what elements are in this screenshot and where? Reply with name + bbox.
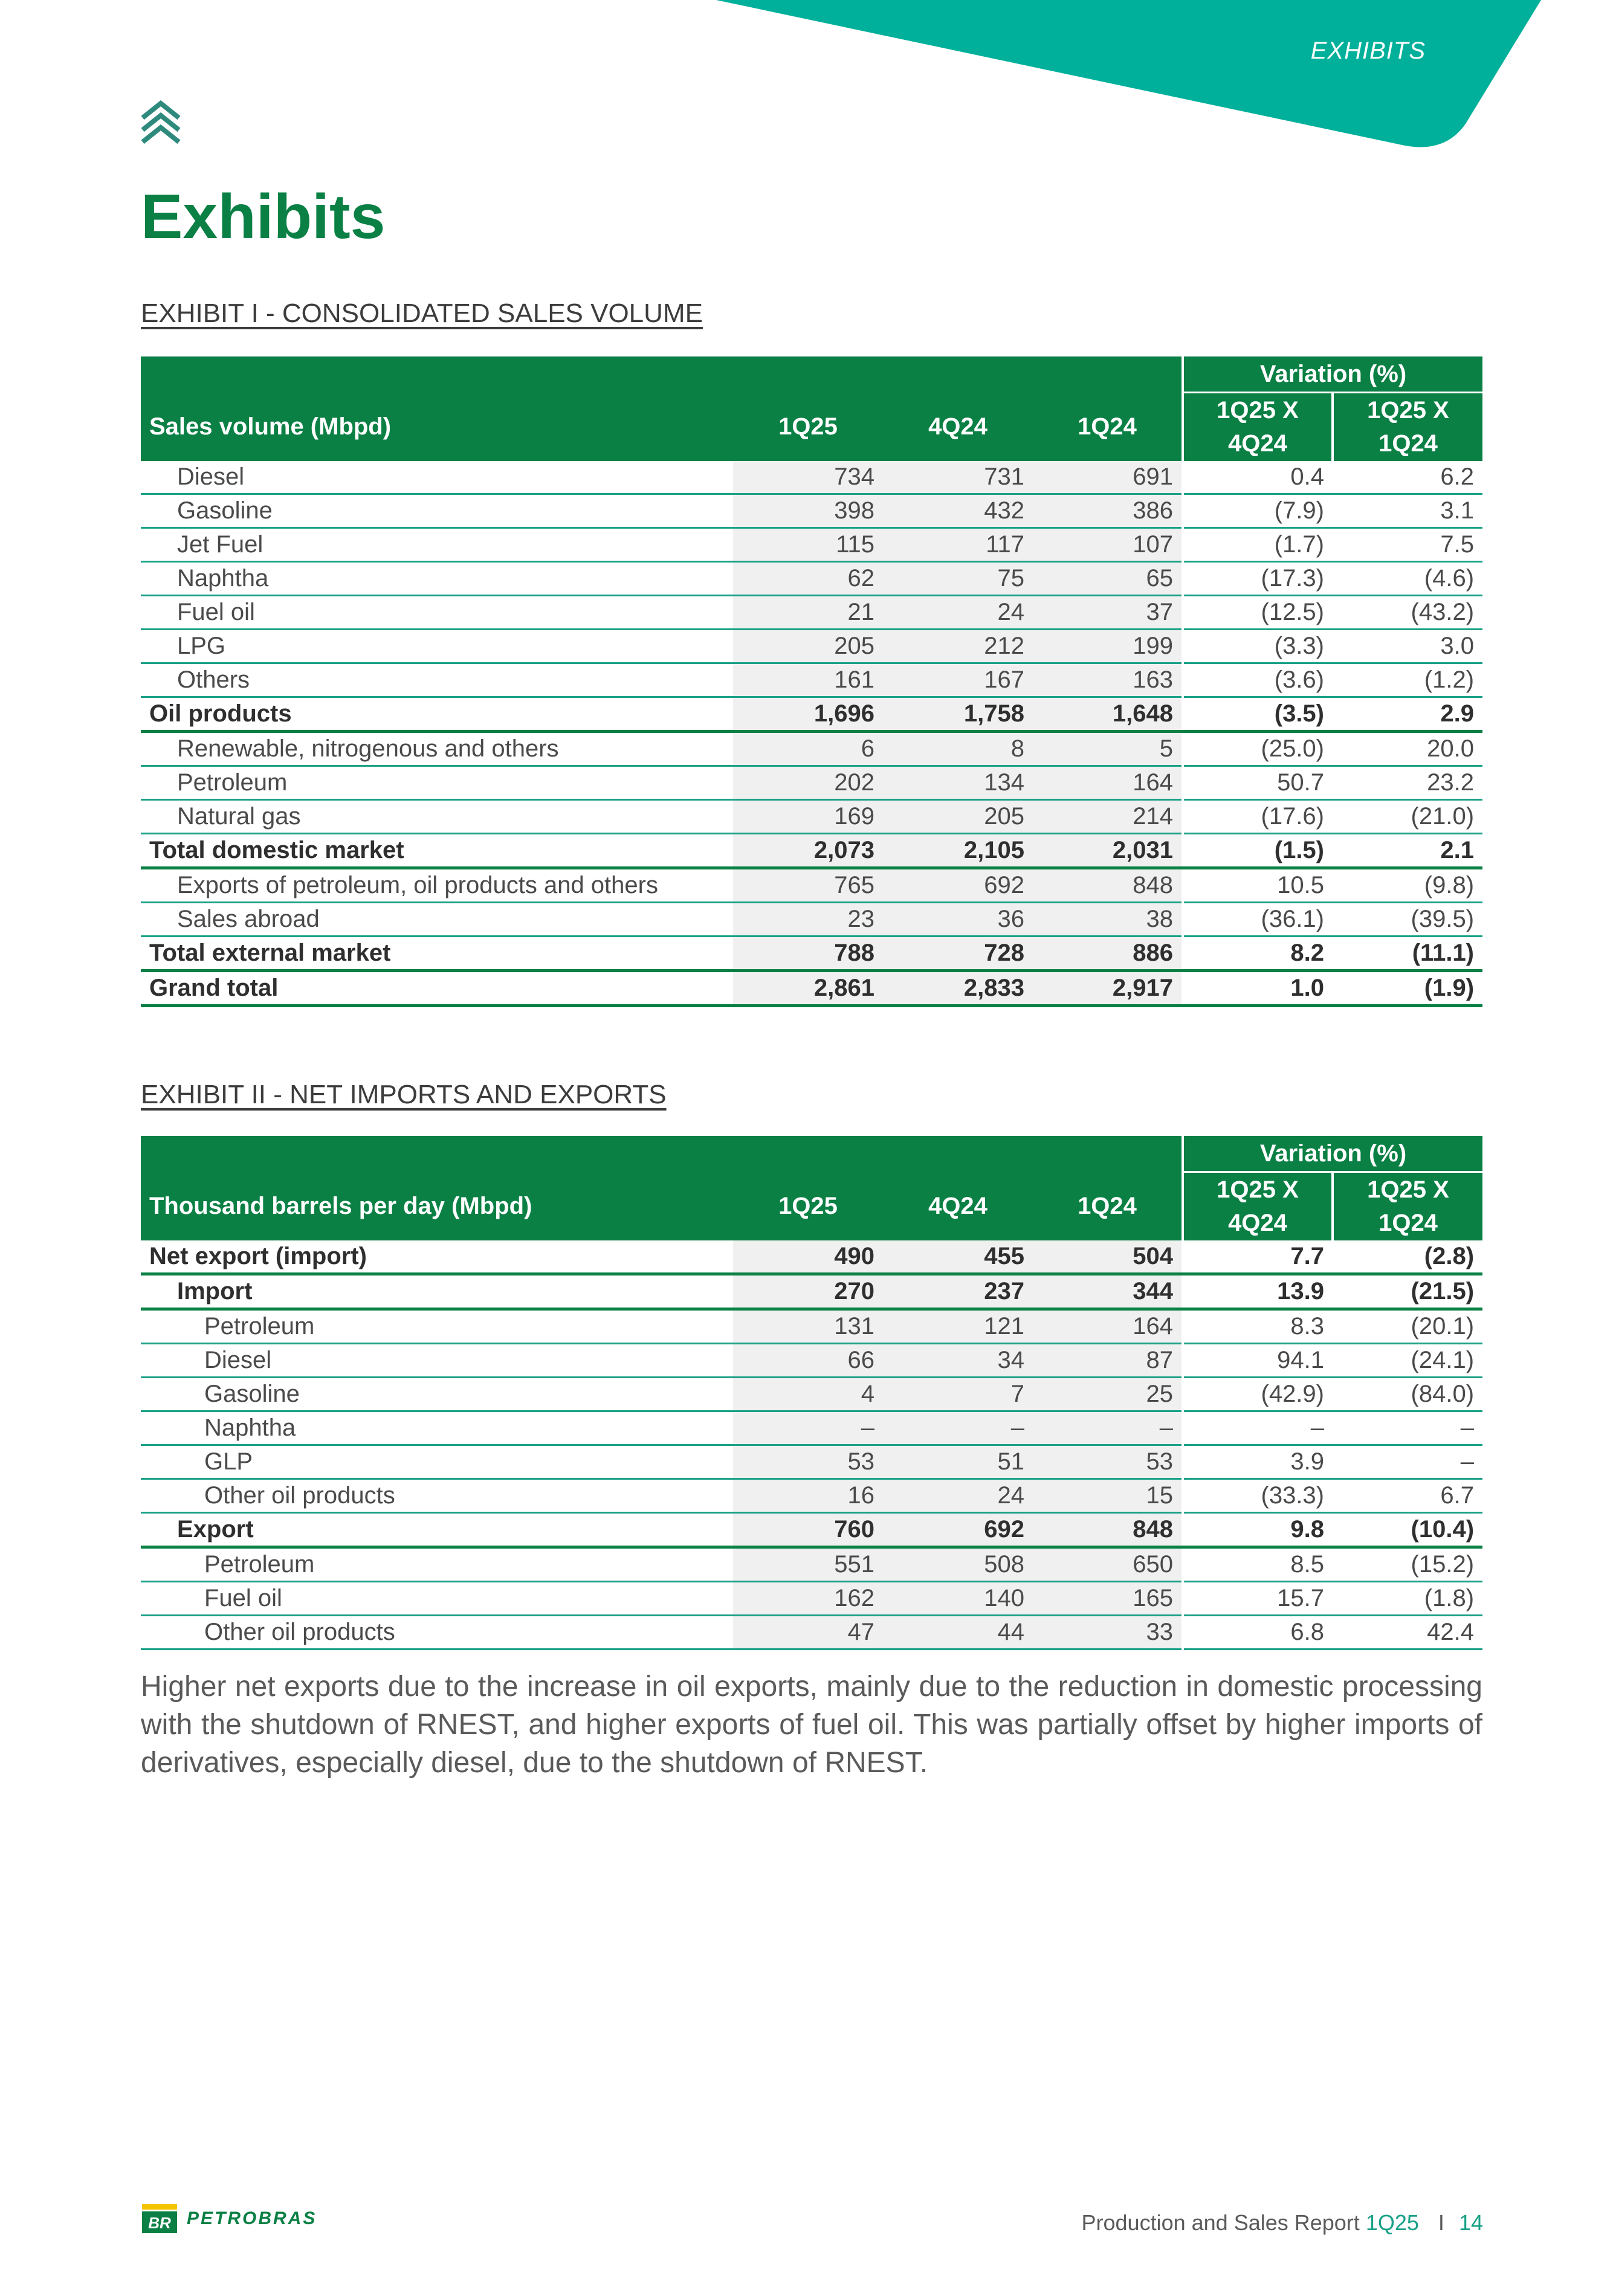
- period-value: 1,648: [1033, 697, 1183, 732]
- variation-value: 7.5: [1333, 528, 1482, 562]
- period-value: 33: [1033, 1616, 1183, 1649]
- variation-value: (1.7): [1183, 528, 1333, 562]
- period-value: 75: [883, 562, 1033, 596]
- variation-value: 1.0: [1183, 971, 1333, 1006]
- period-value: 692: [883, 868, 1033, 903]
- table-row: [141, 1445, 1482, 1479]
- table-row: [141, 834, 1482, 868]
- table-row: [141, 1274, 1482, 1309]
- table-row: [141, 1309, 1482, 1344]
- period-value: 37: [1033, 596, 1183, 630]
- variation-value: 50.7: [1183, 766, 1333, 800]
- row-label: Total domestic market: [141, 834, 733, 868]
- table-row: [141, 766, 1482, 800]
- variation-value: (9.8): [1333, 868, 1482, 903]
- row-label: Natural gas: [141, 800, 733, 834]
- period-value: 5: [1033, 732, 1183, 766]
- variation-value: 3.1: [1333, 494, 1482, 528]
- period-value: 2,917: [1033, 971, 1183, 1006]
- row-label: GLP: [141, 1445, 733, 1479]
- variation-value: –: [1333, 1411, 1482, 1445]
- table-row: [141, 903, 1482, 937]
- period-value: 163: [1033, 663, 1183, 697]
- table-row: [141, 1582, 1482, 1616]
- variation-value: (42.9): [1183, 1378, 1333, 1411]
- net-imports-exports-table: [141, 1136, 1482, 1650]
- period-value: 121: [883, 1309, 1033, 1344]
- period-value: 107: [1033, 528, 1183, 562]
- row-label: LPG: [141, 630, 733, 663]
- period-value: 728: [883, 937, 1033, 971]
- table-row: [141, 630, 1482, 663]
- period-value: 47: [733, 1616, 883, 1649]
- variation-value: (1.8): [1333, 1582, 1482, 1616]
- period-value: 164: [1033, 1309, 1183, 1344]
- period-value: 6: [733, 732, 883, 766]
- variation-value: 8.5: [1183, 1547, 1333, 1582]
- period-value: 51: [883, 1445, 1033, 1479]
- variation-value: 8.2: [1183, 937, 1333, 971]
- row-label: Renewable, nitrogenous and others: [141, 732, 733, 766]
- period-value: –: [1033, 1411, 1183, 1445]
- period-value: 691: [1033, 461, 1183, 494]
- period-value: 760: [733, 1513, 883, 1547]
- table-row: [141, 1378, 1482, 1411]
- exhibit-1-title: EXHIBIT I - CONSOLIDATED SALES VOLUME: [141, 298, 703, 328]
- period-value: 551: [733, 1547, 883, 1582]
- period-value: 134: [883, 766, 1033, 800]
- period-value: 44: [883, 1616, 1033, 1649]
- row-label: Petroleum: [141, 1309, 733, 1344]
- period-value: 167: [883, 663, 1033, 697]
- exhibit-2-title: EXHIBIT II - NET IMPORTS AND EXPORTS: [141, 1080, 667, 1109]
- table-row: [141, 971, 1482, 1006]
- header-spacer: [141, 1136, 733, 1172]
- row-label: Jet Fuel: [141, 528, 733, 562]
- header-banner: [0, 0, 1613, 157]
- period-value: 788: [733, 937, 883, 971]
- table-row: [141, 1344, 1482, 1378]
- report-name: Production and Sales Report: [1081, 2210, 1360, 2235]
- period-value: 386: [1033, 494, 1183, 528]
- column-header-period: 4Q24: [883, 1172, 1033, 1241]
- variation-value: 6.8: [1183, 1616, 1333, 1649]
- period-value: 508: [883, 1547, 1033, 1582]
- column-header-variation: 1Q25 X 1Q24: [1333, 393, 1482, 462]
- row-label: Grand total: [141, 971, 733, 1006]
- period-value: 117: [883, 528, 1033, 562]
- period-value: 398: [733, 494, 883, 528]
- period-value: 2,105: [883, 834, 1033, 868]
- variation-value: 0.4: [1183, 461, 1333, 494]
- variation-value: 2.1: [1333, 834, 1482, 868]
- variation-value: (12.5): [1183, 596, 1333, 630]
- header-spacer: [141, 356, 733, 393]
- table-row: [141, 1479, 1482, 1513]
- row-label: Total external market: [141, 937, 733, 971]
- variation-value: (1.2): [1333, 663, 1482, 697]
- period-value: 202: [733, 766, 883, 800]
- period-value: 344: [1033, 1274, 1183, 1309]
- variation-value: (1.5): [1183, 834, 1333, 868]
- period-value: 504: [1033, 1240, 1183, 1274]
- period-value: 21: [733, 596, 883, 630]
- variation-value: (21.5): [1333, 1274, 1482, 1309]
- variation-value: 23.2: [1333, 766, 1482, 800]
- column-header-label: Thousand barrels per day (Mbpd): [141, 1172, 733, 1241]
- variation-value: (84.0): [1333, 1378, 1482, 1411]
- variation-value: (25.0): [1183, 732, 1333, 766]
- table-row: [141, 800, 1482, 834]
- table-row: [141, 461, 1482, 494]
- table-row: [141, 937, 1482, 971]
- period-value: 87: [1033, 1344, 1183, 1378]
- row-label: Petroleum: [141, 1547, 733, 1582]
- period-value: 731: [883, 461, 1033, 494]
- period-value: 455: [883, 1240, 1033, 1274]
- period-value: –: [733, 1411, 883, 1445]
- section-label: EXHIBITS: [1310, 37, 1426, 64]
- period-value: 490: [733, 1240, 883, 1274]
- period-value: 199: [1033, 630, 1183, 663]
- variation-value: (20.1): [1333, 1309, 1482, 1344]
- period-value: 161: [733, 663, 883, 697]
- period-value: 53: [1033, 1445, 1183, 1479]
- table-row: [141, 494, 1482, 528]
- variation-value: 13.9: [1183, 1274, 1333, 1309]
- period-value: 16: [733, 1479, 883, 1513]
- variation-value: (33.3): [1183, 1479, 1333, 1513]
- period-value: 2,073: [733, 834, 883, 868]
- variation-value: (17.3): [1183, 562, 1333, 596]
- column-header-period: 1Q24: [1033, 393, 1183, 462]
- table-row: [141, 596, 1482, 630]
- period-value: 2,861: [733, 971, 883, 1006]
- period-value: 205: [883, 800, 1033, 834]
- table-row: [141, 697, 1482, 732]
- table-row: [141, 562, 1482, 596]
- variation-header: Variation (%): [1183, 356, 1482, 393]
- period-value: 53: [733, 1445, 883, 1479]
- page-number: 14: [1458, 2210, 1483, 2235]
- period-value: 765: [733, 868, 883, 903]
- period-value: 432: [883, 494, 1033, 528]
- period-value: 650: [1033, 1547, 1183, 1582]
- variation-value: (4.6): [1333, 562, 1482, 596]
- period-value: 131: [733, 1309, 883, 1344]
- period-value: 848: [1033, 868, 1183, 903]
- column-header-period: 4Q24: [883, 393, 1033, 462]
- variation-value: 94.1: [1183, 1344, 1333, 1378]
- period-value: 692: [883, 1513, 1033, 1547]
- period-value: 8: [883, 732, 1033, 766]
- variation-value: (43.2): [1333, 596, 1482, 630]
- row-label: Net export (import): [141, 1240, 733, 1274]
- variation-value: (7.9): [1183, 494, 1333, 528]
- period-value: 205: [733, 630, 883, 663]
- variation-value: (1.9): [1333, 971, 1482, 1006]
- column-header-variation: 1Q25 X 4Q24: [1183, 1172, 1333, 1241]
- period-value: 36: [883, 903, 1033, 937]
- variation-value: 15.7: [1183, 1582, 1333, 1616]
- period-value: –: [883, 1411, 1033, 1445]
- period-value: 7: [883, 1378, 1033, 1411]
- row-label: Oil products: [141, 697, 733, 732]
- column-header-period: 1Q25: [733, 1172, 883, 1241]
- chevron-up-icon: [139, 100, 183, 148]
- variation-value: 3.0: [1333, 630, 1482, 663]
- row-label: Gasoline: [141, 1378, 733, 1411]
- page-title: Exhibits: [141, 182, 386, 252]
- table-row: [141, 868, 1482, 903]
- period-value: 2,833: [883, 971, 1033, 1006]
- period-value: 34: [883, 1344, 1033, 1378]
- column-header-period: 1Q24: [1033, 1172, 1183, 1241]
- variation-value: (39.5): [1333, 903, 1482, 937]
- variation-value: 6.2: [1333, 461, 1482, 494]
- period-value: 165: [1033, 1582, 1183, 1616]
- period-value: 164: [1033, 766, 1183, 800]
- svg-text:BR: BR: [148, 2214, 171, 2232]
- column-header-variation: 1Q25 X 4Q24: [1183, 393, 1333, 462]
- period-value: 25: [1033, 1378, 1183, 1411]
- variation-value: (17.6): [1183, 800, 1333, 834]
- period-value: 2,031: [1033, 834, 1183, 868]
- period-value: 140: [883, 1582, 1033, 1616]
- variation-value: 10.5: [1183, 868, 1333, 903]
- variation-value: –: [1333, 1445, 1482, 1479]
- variation-value: 3.9: [1183, 1445, 1333, 1479]
- period-value: 38: [1033, 903, 1183, 937]
- variation-value: (3.5): [1183, 697, 1333, 732]
- period-value: 270: [733, 1274, 883, 1309]
- row-label: Fuel oil: [141, 596, 733, 630]
- table-row: [141, 732, 1482, 766]
- period-value: 115: [733, 528, 883, 562]
- period-value: 886: [1033, 937, 1183, 971]
- variation-value: (3.3): [1183, 630, 1333, 663]
- variation-value: 20.0: [1333, 732, 1482, 766]
- table-row: [141, 1513, 1482, 1547]
- variation-header: Variation (%): [1183, 1136, 1482, 1172]
- row-label: Gasoline: [141, 494, 733, 528]
- column-header-variation: 1Q25 X 1Q24: [1333, 1172, 1482, 1241]
- variation-value: 42.4: [1333, 1616, 1482, 1649]
- period-value: 23: [733, 903, 883, 937]
- variation-value: (36.1): [1183, 903, 1333, 937]
- variation-value: 9.8: [1183, 1513, 1333, 1547]
- variation-value: (11.1): [1333, 937, 1482, 971]
- row-label: Import: [141, 1274, 733, 1309]
- footer-separator: I: [1438, 2210, 1444, 2235]
- period-value: 62: [733, 562, 883, 596]
- table-row: [141, 528, 1482, 562]
- report-period: 1Q25: [1365, 2210, 1419, 2235]
- row-label: Naphtha: [141, 1411, 733, 1445]
- period-value: 162: [733, 1582, 883, 1616]
- period-value: 66: [733, 1344, 883, 1378]
- table-row: [141, 1411, 1482, 1445]
- page-footer: [1082, 2210, 1483, 2236]
- period-value: 4: [733, 1378, 883, 1411]
- period-value: 214: [1033, 800, 1183, 834]
- sales-volume-rows: [141, 461, 1482, 1006]
- row-label: Diesel: [141, 461, 733, 494]
- variation-value: 8.3: [1183, 1309, 1333, 1344]
- row-label: Fuel oil: [141, 1582, 733, 1616]
- period-value: 169: [733, 800, 883, 834]
- row-label: Export: [141, 1513, 733, 1547]
- petrobras-logo: [142, 2204, 317, 2233]
- variation-value: 6.7: [1333, 1479, 1482, 1513]
- period-value: 848: [1033, 1513, 1183, 1547]
- br-logo-icon: [142, 2204, 177, 2233]
- period-value: 1,758: [883, 697, 1033, 732]
- row-label: Petroleum: [141, 766, 733, 800]
- period-value: 212: [883, 630, 1033, 663]
- row-label: Exports of petroleum, oil products and others: [141, 868, 733, 903]
- variation-value: (15.2): [1333, 1547, 1482, 1582]
- sales-volume-table: [141, 356, 1482, 1007]
- column-header-label: Sales volume (Mbpd): [141, 393, 733, 462]
- table-row: [141, 663, 1482, 697]
- variation-value: (2.8): [1333, 1240, 1482, 1274]
- variation-value: (21.0): [1333, 800, 1482, 834]
- period-value: 24: [883, 596, 1033, 630]
- period-value: 734: [733, 461, 883, 494]
- row-label: Diesel: [141, 1344, 733, 1378]
- table-row: [141, 1547, 1482, 1582]
- period-value: 1,696: [733, 697, 883, 732]
- table-row: [141, 1240, 1482, 1274]
- column-header-period: 1Q25: [733, 393, 883, 462]
- period-value: 15: [1033, 1479, 1183, 1513]
- table-row: [141, 1616, 1482, 1649]
- variation-value: (3.6): [1183, 663, 1333, 697]
- net-imports-exports-rows: [141, 1240, 1482, 1649]
- brand-name: PETROBRAS: [187, 2208, 317, 2228]
- variation-value: 2.9: [1333, 697, 1482, 732]
- analysis-note: Higher net exports due to the increase in oil exports, mainly due to the reduction in domestic processing with the shutdown of RNEST, and higher exports of fuel oil. This was partially offset by higher imports of derivatives, especially diesel, due to the shutdown of RNEST.: [141, 1671, 1482, 1779]
- row-label: Other oil products: [141, 1616, 733, 1649]
- row-label: Naphtha: [141, 562, 733, 596]
- row-label: Others: [141, 663, 733, 697]
- variation-value: (24.1): [1333, 1344, 1482, 1378]
- period-value: 65: [1033, 562, 1183, 596]
- variation-value: 7.7: [1183, 1240, 1333, 1274]
- period-value: 24: [883, 1479, 1033, 1513]
- variation-value: (10.4): [1333, 1513, 1482, 1547]
- row-label: Other oil products: [141, 1479, 733, 1513]
- row-label: Sales abroad: [141, 903, 733, 937]
- period-value: 237: [883, 1274, 1033, 1309]
- variation-value: –: [1183, 1411, 1333, 1445]
